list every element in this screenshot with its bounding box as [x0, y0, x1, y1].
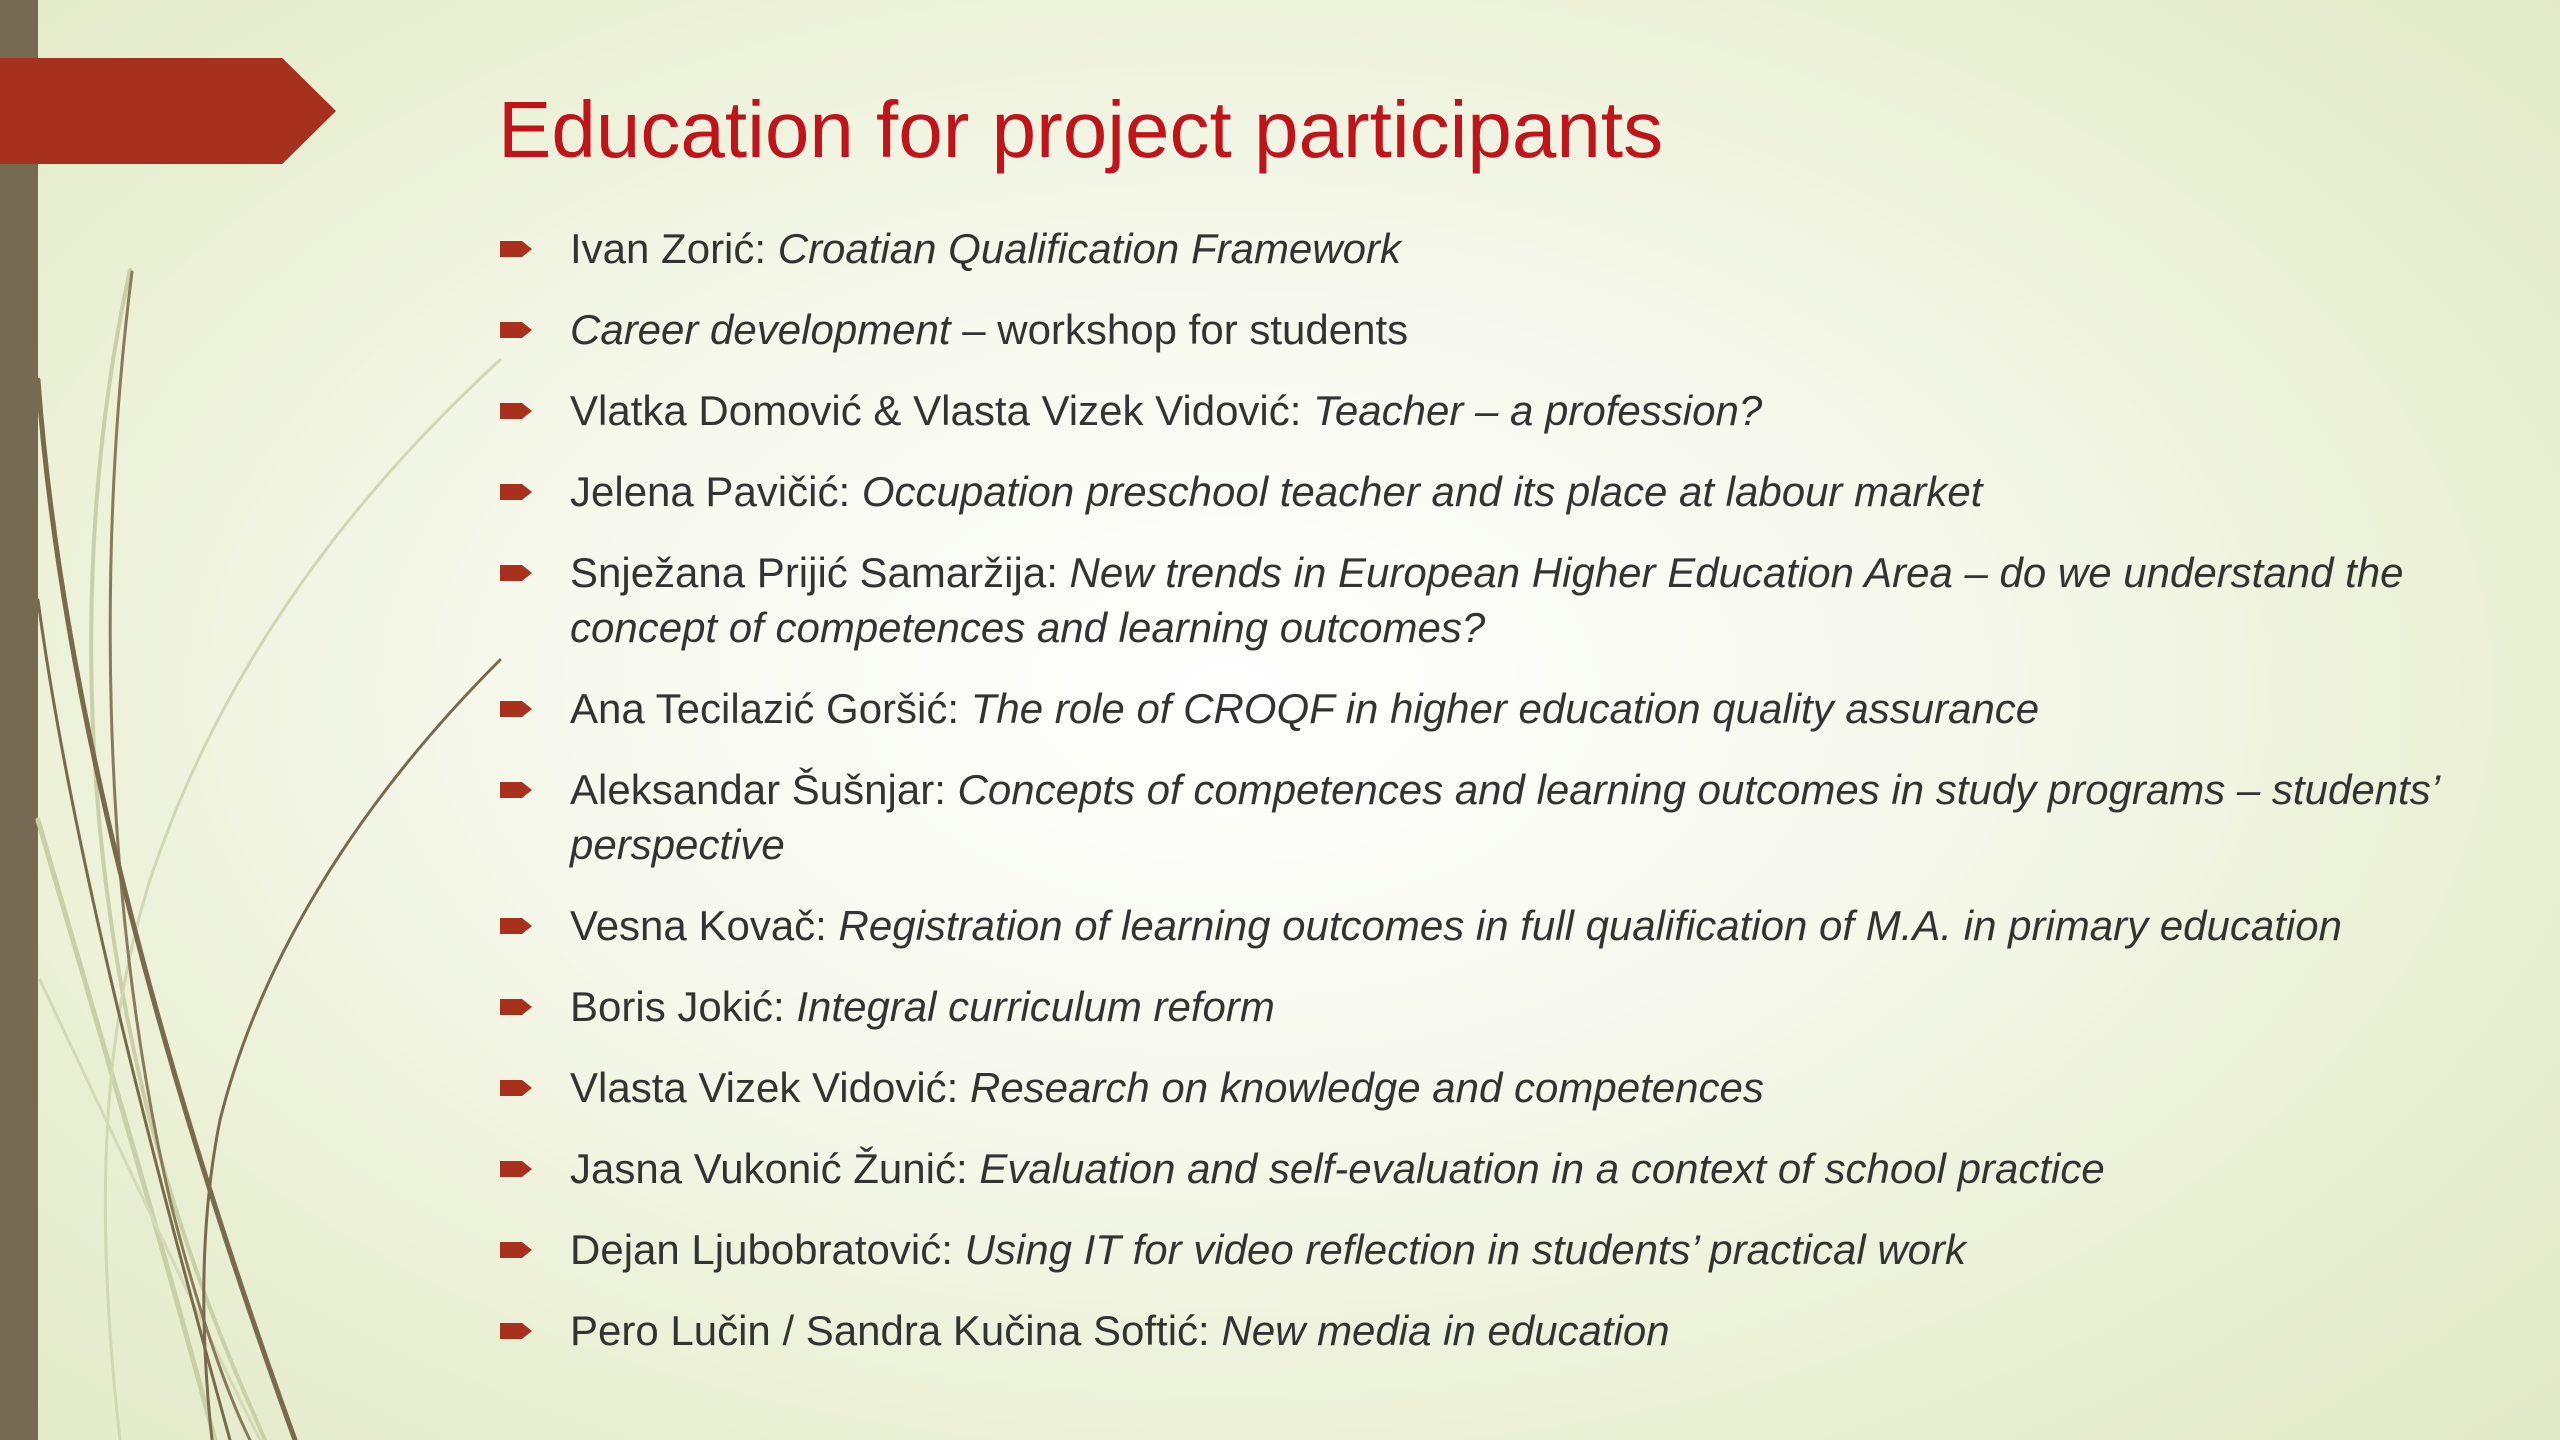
lecture-topic: Croatian Qualification Framework	[777, 225, 1401, 272]
speaker-name: Jelena Pavičić:	[570, 468, 862, 515]
arrow-bullet-icon	[500, 320, 534, 340]
list-item	[498, 762, 2488, 872]
slide-title: Education for project participants	[498, 85, 1664, 174]
list-item	[498, 302, 2488, 357]
speaker-name: Vlatka Domović & Vlasta Vizek Vidović:	[570, 387, 1314, 434]
arrow-bullet-icon	[500, 563, 534, 583]
speaker-name: Jasna Vukonić Žunić:	[570, 1145, 980, 1192]
speaker-name: Snježana Prijić Samaržija:	[570, 549, 1070, 596]
arrow-bullet-icon	[500, 997, 534, 1017]
lecture-topic: Using IT for video reflection in students’ practical work	[964, 1226, 1967, 1273]
speaker-name: Aleksandar Šušnjar:	[570, 766, 958, 813]
speaker-name: Ivan Zorić:	[570, 225, 778, 272]
arrow-bullet-icon	[500, 916, 534, 936]
list-item	[498, 979, 2488, 1034]
speaker-name: Pero Lučin / Sandra Kučina Softić:	[570, 1307, 1222, 1354]
lecture-topic: Teacher – a profession?	[1313, 387, 1763, 434]
list-item	[498, 383, 2488, 438]
list-item	[498, 681, 2488, 736]
arrow-bullet-icon	[500, 239, 534, 259]
lecture-topic: Research on knowledge and competences	[969, 1064, 1764, 1111]
lecture-topic: New trends in European Higher Education Area – do we understand the concept of competences and learning outcomes?	[570, 549, 2404, 651]
arrow-bullet-icon	[500, 1159, 534, 1179]
lecture-topic: Occupation preschool teacher and its place at labour market	[861, 468, 1983, 515]
list-item	[498, 898, 2488, 953]
list-item	[498, 221, 2488, 276]
speaker-name: Dejan Ljubobratović:	[570, 1226, 965, 1273]
speaker-name: Boris Jokić:	[570, 983, 797, 1030]
list-item	[498, 1141, 2488, 1196]
participant-list	[498, 221, 2488, 1358]
list-item	[498, 464, 2488, 519]
speaker-name: Vesna Kovač:	[570, 902, 839, 949]
title-arrow-banner	[0, 58, 336, 164]
list-item	[498, 545, 2488, 655]
arrow-bullet-icon	[500, 482, 534, 502]
arrow-bullet-icon	[500, 1078, 534, 1098]
lecture-topic: Evaluation and self-evaluation in a context of school practice	[979, 1145, 2105, 1192]
lecture-topic: The role of CROQF in higher education quality assurance	[970, 685, 2040, 732]
lecture-topic: Registration of learning outcomes in full qualification of M.A. in primary education	[838, 902, 2342, 949]
list-item	[498, 1060, 2488, 1115]
arrow-bullet-icon	[500, 1321, 534, 1341]
list-item	[498, 1303, 2488, 1358]
lecture-topic: Concepts of competences and learning outcomes in study programs – students’ perspective	[570, 766, 2438, 868]
arrow-bullet-icon	[500, 401, 534, 421]
arrow-bullet-icon	[500, 1240, 534, 1260]
lecture-topic: New media in education	[1221, 1307, 1670, 1354]
item-suffix: – workshop for students	[950, 306, 1409, 353]
speaker-name: Vlasta Vizek Vidović:	[570, 1064, 970, 1111]
lecture-topic: Integral curriculum reform	[796, 983, 1275, 1030]
arrow-bullet-icon	[500, 699, 534, 719]
speaker-name: Ana Tecilazić Goršić:	[570, 685, 971, 732]
list-item	[498, 1222, 2488, 1277]
arrow-bullet-icon	[500, 780, 534, 800]
lecture-topic: Career development	[570, 306, 951, 353]
